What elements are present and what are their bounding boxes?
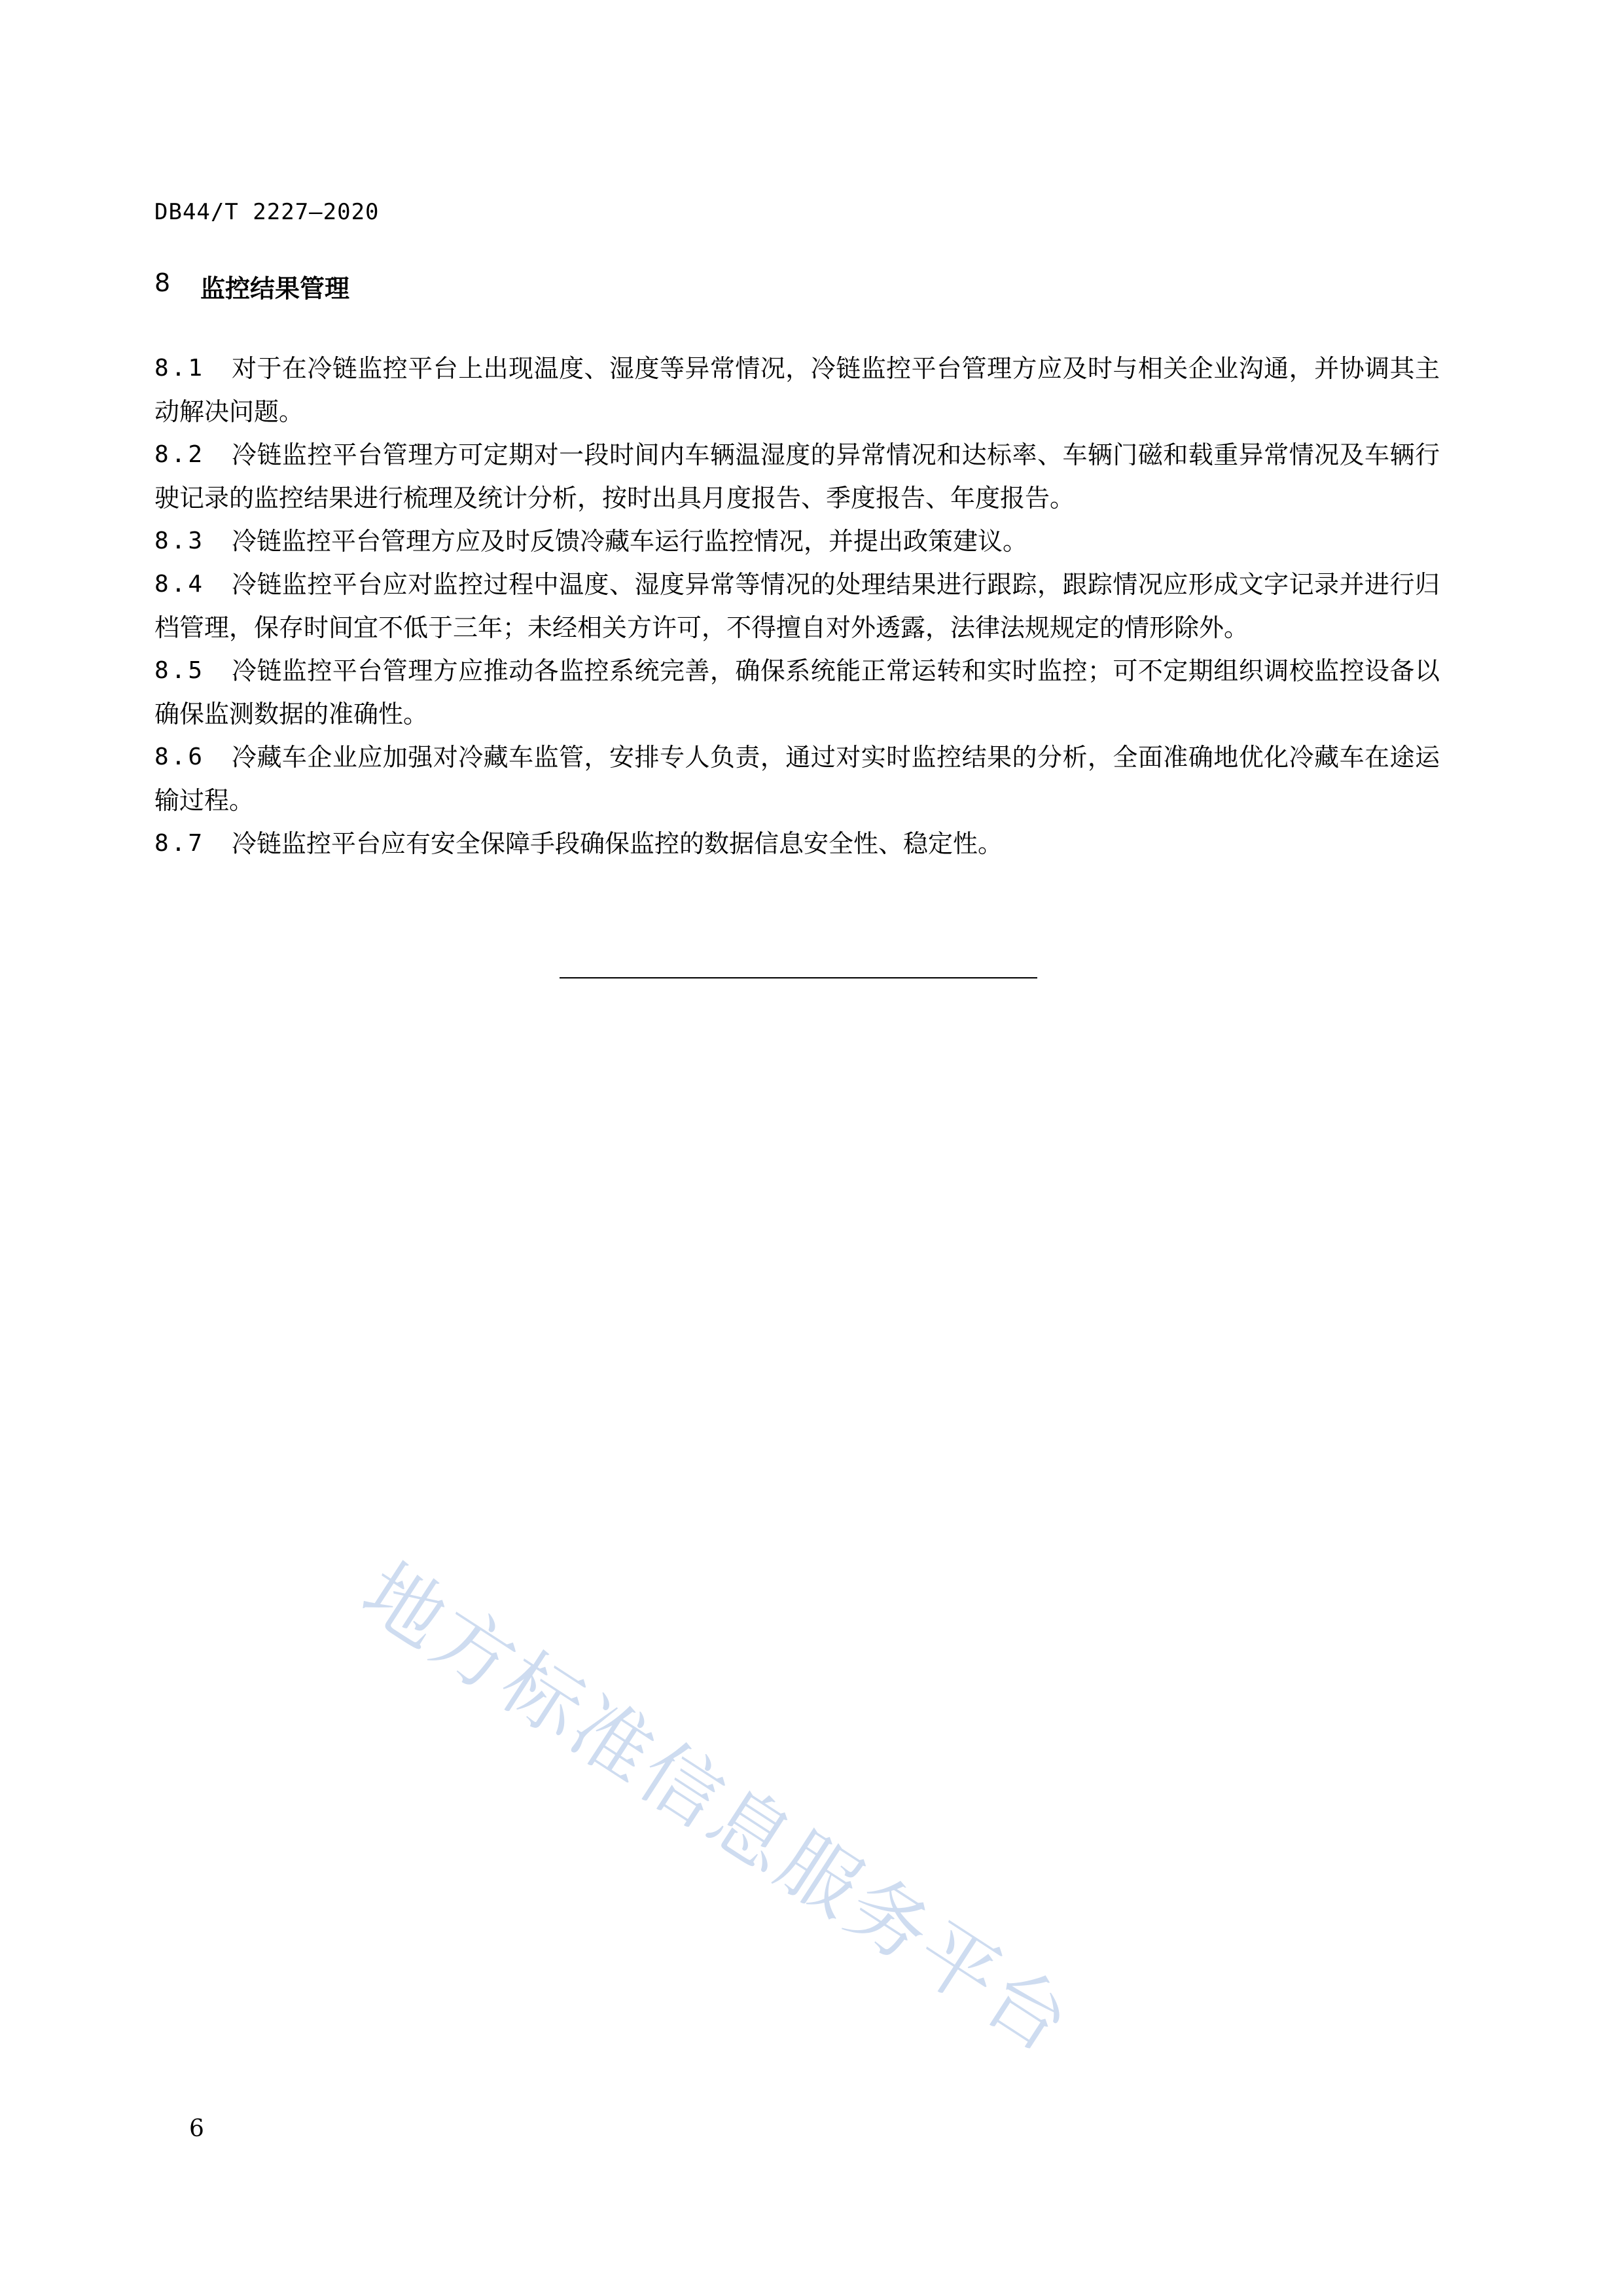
clause-8-7 bbox=[154, 822, 1440, 865]
clause-8-6 bbox=[154, 736, 1440, 822]
watermark: 地方标准信息服务平台 bbox=[346, 1546, 1088, 2072]
clause-text: 对于在冷链监控平台上出现温度、湿度等异常情况，冷链监控平台管理方应及时与相关企业沟通，并协调其主动解决问题。 bbox=[154, 354, 1440, 426]
clause-number: 8.1 bbox=[154, 355, 205, 382]
document-code: DB44/T 2227—2020 bbox=[154, 199, 380, 225]
clause-list bbox=[154, 347, 1440, 865]
end-of-text-rule bbox=[560, 977, 1037, 978]
clause-number: 8.2 bbox=[154, 441, 205, 468]
clause-number: 8.3 bbox=[154, 528, 205, 554]
section-heading bbox=[154, 268, 349, 304]
section-number: 8 bbox=[154, 268, 171, 297]
clause-8-4 bbox=[154, 563, 1440, 649]
clause-text: 冷链监控平台管理方应及时反馈冷藏车运行监控情况，并提出政策建议。 bbox=[232, 527, 1028, 556]
clause-8-2 bbox=[154, 433, 1440, 520]
page-number: 6 bbox=[189, 2115, 204, 2142]
clause-number: 8.5 bbox=[154, 657, 205, 684]
section-title: 监控结果管理 bbox=[200, 274, 350, 303]
clause-8-1 bbox=[154, 347, 1440, 433]
clause-text: 冷链监控平台管理方应推动各监控系统完善，确保系统能正常运转和实时监控；可不定期组织调校监控设备以确保监测数据的准确性。 bbox=[154, 656, 1440, 728]
clause-text: 冷藏车企业应加强对冷藏车监管，安排专人负责，通过对实时监控结果的分析，全面准确地优化冷藏车在途运输过程。 bbox=[154, 743, 1440, 815]
clause-8-5 bbox=[154, 649, 1440, 736]
clause-text: 冷链监控平台管理方可定期对一段时间内车辆温湿度的异常情况和达标率、车辆门磁和载重异常情况及车辆行驶记录的监控结果进行梳理及统计分析，按时出具月度报告、季度报告、年度报告。 bbox=[154, 440, 1440, 512]
clause-text: 冷链监控平台应对监控过程中温度、湿度异常等情况的处理结果进行跟踪，跟踪情况应形成文字记录并进行归档管理，保存时间宜不低于三年；未经相关方许可，不得擅自对外透露，法律法规规定的情形除外。 bbox=[154, 570, 1440, 642]
clause-text: 冷链监控平台应有安全保障手段确保监控的数据信息安全性、稳定性。 bbox=[232, 829, 1003, 858]
clause-number: 8.6 bbox=[154, 744, 205, 770]
clause-8-3 bbox=[154, 520, 1440, 563]
clause-number: 8.7 bbox=[154, 830, 205, 857]
clause-number: 8.4 bbox=[154, 571, 205, 598]
